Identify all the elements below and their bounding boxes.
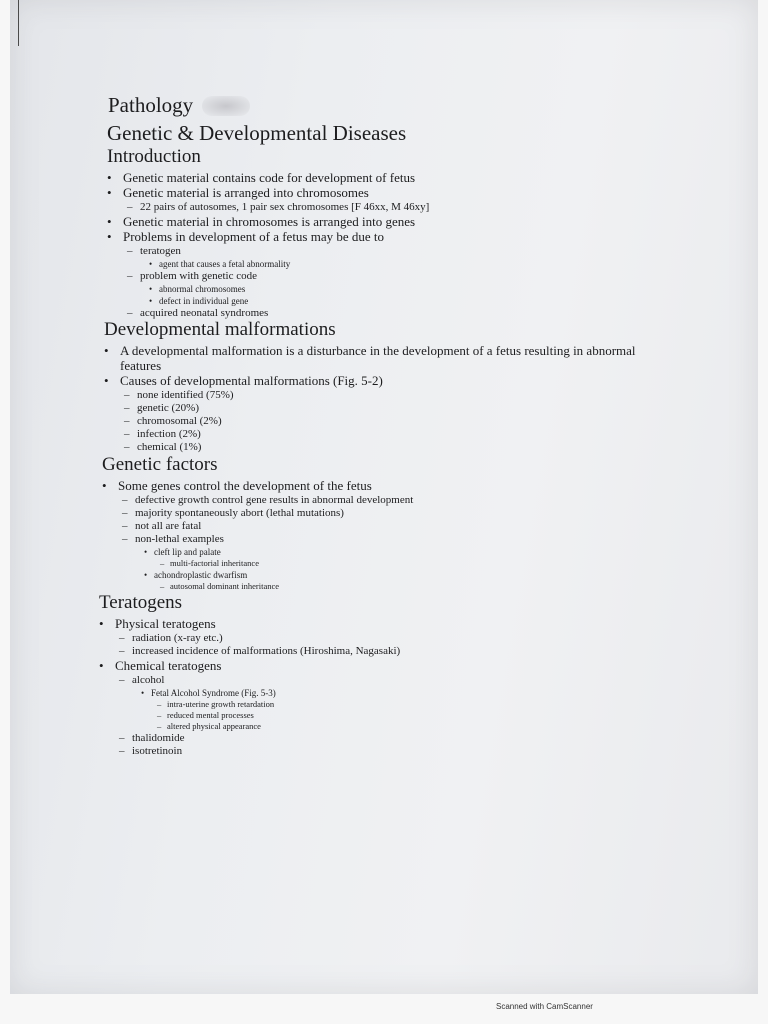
bullet-marker: • xyxy=(149,259,153,269)
list-item xyxy=(99,658,400,673)
bullet-marker: • xyxy=(99,616,104,631)
dash-marker: – xyxy=(122,533,128,545)
list-item xyxy=(102,558,413,569)
list-item-text: Problems in development of a fetus may be due to xyxy=(123,229,385,244)
dash-marker: – xyxy=(122,520,128,532)
list-item-text: majority spontaneously abort (lethal mutations) xyxy=(135,507,344,519)
bullet-marker: • xyxy=(144,547,148,557)
list-item-text: thalidomide xyxy=(132,732,185,744)
list-item-text: Fetal Alcohol Syndrome (Fig. 5-3) xyxy=(151,688,276,698)
list-item-text: radiation (x-ray etc.) xyxy=(132,632,223,644)
list-item-text: Genetic material in chromosomes is arranged into genes xyxy=(123,214,416,229)
list-item xyxy=(107,229,429,244)
dash-marker: – xyxy=(122,507,128,519)
list-item xyxy=(99,645,400,658)
list-item-text: alcohol xyxy=(132,674,165,686)
list-item xyxy=(107,185,429,200)
list-item-text: chromosomal (2%) xyxy=(137,415,222,427)
dash-marker: – xyxy=(124,441,130,453)
section-genetic-factors xyxy=(102,453,413,592)
dash-marker: – xyxy=(127,270,133,282)
dash-marker: – xyxy=(157,710,162,720)
pen-mark xyxy=(18,0,19,46)
bullet-marker: • xyxy=(99,658,104,673)
list-item xyxy=(102,494,413,507)
scanned-page xyxy=(10,0,758,994)
section-teratogens xyxy=(99,591,400,758)
list-item xyxy=(99,616,400,631)
list-item-text: none identified (75%) xyxy=(137,389,234,401)
list-item xyxy=(102,533,413,546)
bullet-marker: • xyxy=(107,214,112,229)
list-item-text: not all are fatal xyxy=(135,520,202,532)
section-developmental-malformations xyxy=(104,318,650,454)
list-item xyxy=(102,507,413,520)
list-item xyxy=(102,520,413,533)
list-item xyxy=(99,710,400,721)
list-item-text: non-lethal examples xyxy=(135,533,224,545)
list-item-text: Physical teratogens xyxy=(115,616,216,631)
dash-marker: – xyxy=(124,428,130,440)
section-heading: Introduction xyxy=(107,146,201,167)
list-item-text: altered physical appearance xyxy=(167,721,261,731)
bullet-marker: • xyxy=(102,478,107,493)
bullet-marker: • xyxy=(107,229,112,244)
bullet-marker: • xyxy=(107,170,112,185)
list-item xyxy=(99,699,400,710)
document-title: Pathology xyxy=(108,93,194,117)
list-item xyxy=(104,389,650,402)
dash-marker: – xyxy=(124,402,130,414)
dash-marker: – xyxy=(157,699,162,709)
section-heading: Genetic factors xyxy=(102,454,218,475)
list-item-text: defect in individual gene xyxy=(159,296,249,306)
list-item-text: acquired neonatal syndromes xyxy=(140,307,269,319)
bullet-marker: • xyxy=(107,185,112,200)
list-item-text: achondroplastic dwarfism xyxy=(154,570,248,580)
bullet-marker: • xyxy=(104,373,109,388)
list-item xyxy=(107,258,429,270)
dash-marker: – xyxy=(160,558,165,568)
list-item xyxy=(104,428,650,441)
section-heading: Developmental malformations xyxy=(104,319,336,340)
list-item-text: genetic (20%) xyxy=(137,402,199,414)
list-item-text: agent that causes a fetal abnormality xyxy=(159,259,291,269)
bullet-marker: • xyxy=(141,688,145,698)
dash-marker: – xyxy=(127,245,133,257)
list-item-text: problem with genetic code xyxy=(140,270,257,282)
dash-marker: – xyxy=(119,732,125,744)
bullet-marker: • xyxy=(149,284,153,294)
list-item-text: Some genes control the development of the fetus xyxy=(118,478,372,493)
list-item xyxy=(104,373,650,388)
list-item-text: increased incidence of malformations (Hiroshima, Nagasaki) xyxy=(132,645,401,657)
bullet-marker: • xyxy=(104,343,109,358)
list-item-text: 22 pairs of autosomes, 1 pair sex chromosomes [F 46xx, M 46xy] xyxy=(140,201,430,213)
list-item xyxy=(99,674,400,687)
dash-marker: – xyxy=(127,307,133,319)
list-item xyxy=(102,546,413,558)
list-item xyxy=(104,402,650,415)
list-item xyxy=(107,201,429,214)
list-item-text: infection (2%) xyxy=(137,428,201,440)
list-item-text: reduced mental processes xyxy=(167,710,254,720)
list-item xyxy=(107,295,429,307)
dash-marker: – xyxy=(119,674,125,686)
scanner-watermark: Scanned with CamScanner xyxy=(496,1002,593,1011)
list-item-text: defective growth control gene results in abnormal development xyxy=(135,494,414,506)
dash-marker: – xyxy=(127,201,133,213)
list-item xyxy=(99,732,400,745)
list-item-text: Genetic material contains code for development of fetus xyxy=(123,170,416,185)
list-item xyxy=(104,343,650,373)
list-item xyxy=(107,283,429,295)
dash-marker: – xyxy=(157,721,162,731)
dash-marker: – xyxy=(122,494,128,506)
list-item-text: autosomal dominant inheritance xyxy=(170,581,280,591)
list-item-text: intra-uterine growth retardation xyxy=(167,699,275,709)
bullet-marker: • xyxy=(144,570,148,580)
list-item-text: chemical (1%) xyxy=(137,441,202,453)
section-introduction xyxy=(107,145,429,320)
dash-marker: – xyxy=(119,645,125,657)
list-item-text: Chemical teratogens xyxy=(115,658,222,673)
list-item-text: isotretinoin xyxy=(132,745,183,757)
list-item xyxy=(102,569,413,581)
list-item xyxy=(99,687,400,699)
list-item-text: Genetic material is arranged into chromosomes xyxy=(123,185,369,200)
dash-marker: – xyxy=(119,632,125,644)
list-item xyxy=(102,478,413,493)
list-item-text: teratogen xyxy=(140,245,181,257)
list-item xyxy=(99,745,400,758)
smudge xyxy=(202,96,250,116)
section-heading: Teratogens xyxy=(99,592,183,613)
list-item xyxy=(99,632,400,645)
list-item xyxy=(99,721,400,732)
list-item-text: multi-factorial inheritance xyxy=(170,558,259,568)
bullet-marker: • xyxy=(149,296,153,306)
document-subtitle: Genetic & Developmental Diseases xyxy=(107,121,407,145)
dash-marker: – xyxy=(124,389,130,401)
list-item xyxy=(107,214,429,229)
list-item-text: A developmental malformation is a disturbance in the development of a fetus resulting in abnormal features xyxy=(120,343,636,373)
dash-marker: – xyxy=(124,415,130,427)
list-item-text: cleft lip and palate xyxy=(154,547,221,557)
list-item-text: abnormal chromosomes xyxy=(159,284,246,294)
list-item xyxy=(107,170,429,185)
list-item xyxy=(107,270,429,283)
dash-marker: – xyxy=(119,745,125,757)
list-item-text: Causes of developmental malformations (Fig. 5-2) xyxy=(120,373,383,388)
list-item xyxy=(104,415,650,428)
dash-marker: – xyxy=(160,581,165,591)
list-item xyxy=(107,245,429,258)
